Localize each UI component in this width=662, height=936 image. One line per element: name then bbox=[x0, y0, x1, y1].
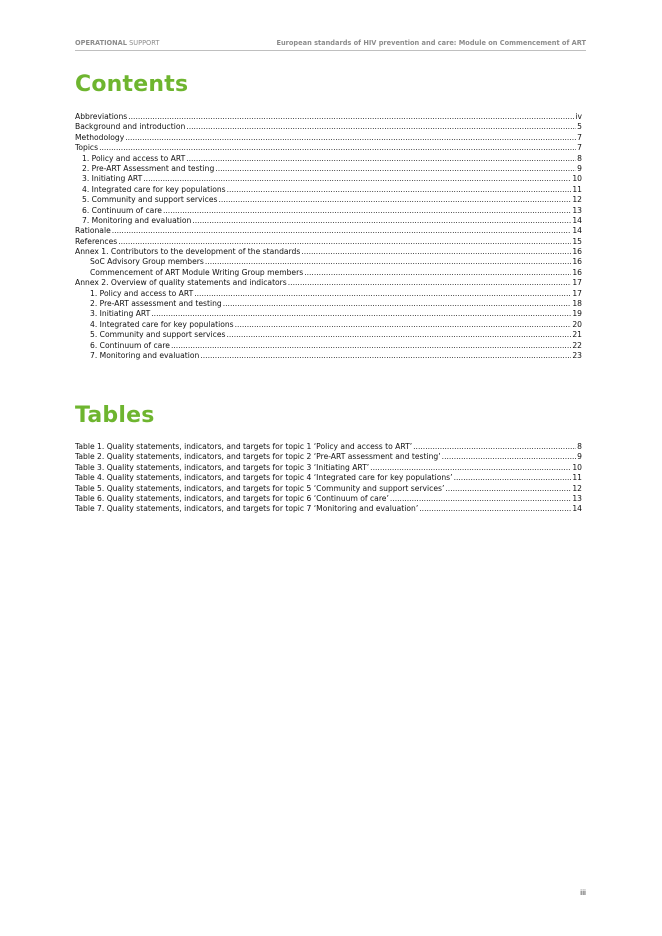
contents-entry-label: 7. Monitoring and evaluation bbox=[90, 350, 200, 360]
contents-entry-page: 9 bbox=[577, 163, 582, 173]
contents-entry-label: References bbox=[75, 236, 118, 246]
contents-list bbox=[75, 112, 582, 361]
dot-leader bbox=[304, 268, 571, 278]
dot-leader bbox=[442, 452, 577, 462]
dot-leader bbox=[413, 442, 576, 452]
dot-leader bbox=[112, 226, 572, 236]
dot-leader bbox=[118, 237, 571, 247]
tables-entry[interactable] bbox=[75, 463, 582, 473]
tables-entry[interactable] bbox=[75, 494, 582, 504]
dot-leader bbox=[99, 143, 576, 153]
contents-entry-page: 8 bbox=[577, 153, 582, 163]
contents-entry[interactable] bbox=[75, 278, 582, 288]
contents-entry[interactable] bbox=[75, 247, 582, 257]
contents-entry[interactable] bbox=[75, 299, 582, 309]
contents-entry[interactable] bbox=[75, 174, 582, 184]
tables-entry-label: Table 1. Quality statements, indicators, and targets for topic 1 ‘Policy and access to ART’ bbox=[75, 442, 413, 451]
contents-entry-page: 12 bbox=[572, 195, 582, 205]
contents-entry-label: 4. Integrated care for key populations bbox=[82, 184, 226, 194]
running-header bbox=[75, 38, 586, 51]
contents-entry-page: iv bbox=[575, 112, 582, 121]
contents-entry-label: Rationale bbox=[75, 226, 111, 236]
contents-entry-page: 15 bbox=[572, 236, 582, 246]
tables-entry-page: 9 bbox=[577, 452, 582, 462]
tables-entry-page: 10 bbox=[572, 462, 582, 472]
contents-entry[interactable] bbox=[75, 133, 582, 143]
tables-entry-page: 13 bbox=[572, 493, 582, 503]
contents-entry-page: 17 bbox=[572, 278, 582, 288]
dot-leader bbox=[192, 216, 571, 226]
contents-entry[interactable] bbox=[75, 185, 582, 195]
contents-entry-label: 3. Initiating ART bbox=[82, 174, 143, 184]
dot-leader bbox=[205, 257, 571, 267]
tables-entry[interactable] bbox=[75, 452, 582, 462]
dot-leader bbox=[143, 174, 571, 184]
contents-entry-page: 10 bbox=[572, 174, 582, 184]
contents-entry[interactable] bbox=[75, 320, 582, 330]
header-section-rest: SUPPORT bbox=[127, 39, 160, 47]
contents-entry[interactable] bbox=[75, 257, 582, 267]
contents-entry-page: 22 bbox=[572, 340, 582, 350]
header-section bbox=[75, 39, 159, 47]
dot-leader bbox=[194, 289, 571, 299]
contents-entry-page: 16 bbox=[572, 267, 582, 277]
dot-leader bbox=[215, 164, 576, 174]
contents-entry-label: Methodology bbox=[75, 132, 125, 142]
dot-leader bbox=[125, 133, 576, 143]
contents-entry[interactable] bbox=[75, 268, 582, 278]
dot-leader bbox=[186, 154, 576, 164]
contents-entry-page: 16 bbox=[572, 247, 582, 257]
contents-entry-label: 1. Policy and access to ART bbox=[82, 153, 186, 163]
dot-leader bbox=[235, 320, 572, 330]
dot-leader bbox=[454, 473, 572, 483]
contents-entry[interactable] bbox=[75, 122, 582, 132]
contents-entry-page: 7 bbox=[577, 132, 582, 142]
contents-entry-page: 14 bbox=[572, 215, 582, 225]
tables-entry[interactable] bbox=[75, 442, 582, 452]
dot-leader bbox=[163, 206, 571, 216]
contents-entry[interactable] bbox=[75, 330, 582, 340]
tables-entry-label: Table 3. Quality statements, indicators, and targets for topic 3 ‘Initiating ART’ bbox=[75, 462, 370, 472]
contents-entry-page: 17 bbox=[572, 288, 582, 298]
dot-leader bbox=[226, 330, 571, 340]
contents-entry[interactable] bbox=[75, 143, 582, 153]
contents-entry-page: 11 bbox=[572, 184, 582, 194]
dot-leader bbox=[223, 299, 572, 309]
contents-entry-label: 7. Monitoring and evaluation bbox=[82, 215, 192, 225]
contents-entry[interactable] bbox=[75, 216, 582, 226]
contents-entry-page: 20 bbox=[572, 319, 582, 329]
dot-leader bbox=[171, 341, 571, 351]
contents-entry-page: 16 bbox=[572, 257, 582, 267]
contents-entry[interactable] bbox=[75, 195, 582, 205]
dot-leader bbox=[390, 494, 571, 504]
dot-leader bbox=[200, 351, 571, 361]
contents-entry[interactable] bbox=[75, 164, 582, 174]
contents-entry-label: Commencement of ART Module Writing Group members bbox=[90, 267, 304, 277]
tables-entry-page: 14 bbox=[572, 504, 582, 514]
contents-entry[interactable] bbox=[75, 154, 582, 164]
contents-entry[interactable] bbox=[75, 289, 582, 299]
dot-leader bbox=[151, 309, 571, 319]
contents-entry[interactable] bbox=[75, 237, 582, 247]
tables-entry-label: Table 2. Quality statements, indicators, and targets for topic 2 ‘Pre-ART assessment and testing’ bbox=[75, 452, 441, 462]
contents-heading: Contents bbox=[75, 72, 189, 97]
contents-entry-label: SoC Advisory Group members bbox=[90, 257, 204, 267]
tables-entry[interactable] bbox=[75, 504, 582, 514]
contents-entry-label: 6. Continuum of care bbox=[90, 340, 170, 350]
contents-entry-label: Background and introduction bbox=[75, 122, 186, 132]
contents-entry-label: 5. Community and support services bbox=[90, 330, 226, 340]
contents-entry-label: 2. Pre-ART Assessment and testing bbox=[82, 163, 215, 173]
dot-leader bbox=[445, 484, 571, 494]
tables-entry-label: Table 7. Quality statements, indicators, and targets for topic 7 ‘Monitoring and evaluation’ bbox=[75, 504, 419, 514]
dot-leader bbox=[301, 247, 571, 257]
header-doc-title: European standards of HIV prevention and care: Module on Commencement of ART bbox=[276, 39, 586, 47]
contents-entry-label: 5. Community and support services bbox=[82, 195, 218, 205]
contents-entry-page: 13 bbox=[572, 205, 582, 215]
contents-entry[interactable] bbox=[75, 351, 582, 361]
contents-entry-label: Annex 1. Contributors to the development of the standards bbox=[75, 247, 301, 257]
contents-entry[interactable] bbox=[75, 309, 582, 319]
contents-entry-label: 3. Initiating ART bbox=[90, 309, 151, 319]
contents-entry-label: 2. Pre-ART assessment and testing bbox=[90, 299, 222, 309]
dot-leader bbox=[288, 278, 572, 288]
contents-entry-label: 4. Integrated care for key populations bbox=[90, 319, 234, 329]
contents-entry-page: 18 bbox=[572, 299, 582, 309]
dot-leader bbox=[419, 504, 571, 514]
contents-entry-label: Abbreviations bbox=[75, 112, 128, 121]
tables-list bbox=[75, 442, 582, 515]
contents-entry-page: 7 bbox=[577, 143, 582, 153]
contents-entry[interactable] bbox=[75, 226, 582, 236]
dot-leader bbox=[218, 195, 571, 205]
contents-entry-label: Annex 2. Overview of quality statements and indicators bbox=[75, 278, 287, 288]
contents-entry-page: 5 bbox=[577, 122, 582, 132]
contents-entry-page: 23 bbox=[572, 350, 582, 360]
contents-entry-page: 21 bbox=[572, 330, 582, 340]
dot-leader bbox=[227, 185, 572, 195]
contents-entry[interactable] bbox=[75, 112, 582, 122]
contents-entry[interactable] bbox=[75, 206, 582, 216]
tables-entry-page: 11 bbox=[572, 473, 582, 483]
tables-entry[interactable] bbox=[75, 473, 582, 483]
contents-entry-page: 14 bbox=[572, 226, 582, 236]
header-section-bold: OPERATIONAL bbox=[75, 39, 127, 47]
tables-entry-label: Table 6. Quality statements, indicators, and targets for topic 6 ‘Continuum of care’ bbox=[75, 493, 389, 503]
tables-entry-page: 12 bbox=[572, 483, 582, 493]
dot-leader bbox=[186, 122, 576, 132]
dot-leader bbox=[128, 112, 574, 122]
page-number: iii bbox=[580, 889, 586, 897]
contents-entry-label: Topics bbox=[75, 143, 99, 153]
contents-entry-label: 6. Continuum of care bbox=[82, 205, 162, 215]
dot-leader bbox=[370, 463, 571, 473]
tables-entry-label: Table 5. Quality statements, indicators, and targets for topic 5 ‘Community and support services’ bbox=[75, 483, 445, 493]
tables-entry-page: 8 bbox=[577, 442, 582, 451]
tables-entry-label: Table 4. Quality statements, indicators, and targets for topic 4 ‘Integrated care for key populations’ bbox=[75, 473, 453, 483]
contents-entry-page: 19 bbox=[572, 309, 582, 319]
tables-heading: Tables bbox=[75, 403, 155, 428]
contents-entry[interactable] bbox=[75, 341, 582, 351]
tables-entry[interactable] bbox=[75, 484, 582, 494]
contents-entry-label: 1. Policy and access to ART bbox=[90, 288, 194, 298]
